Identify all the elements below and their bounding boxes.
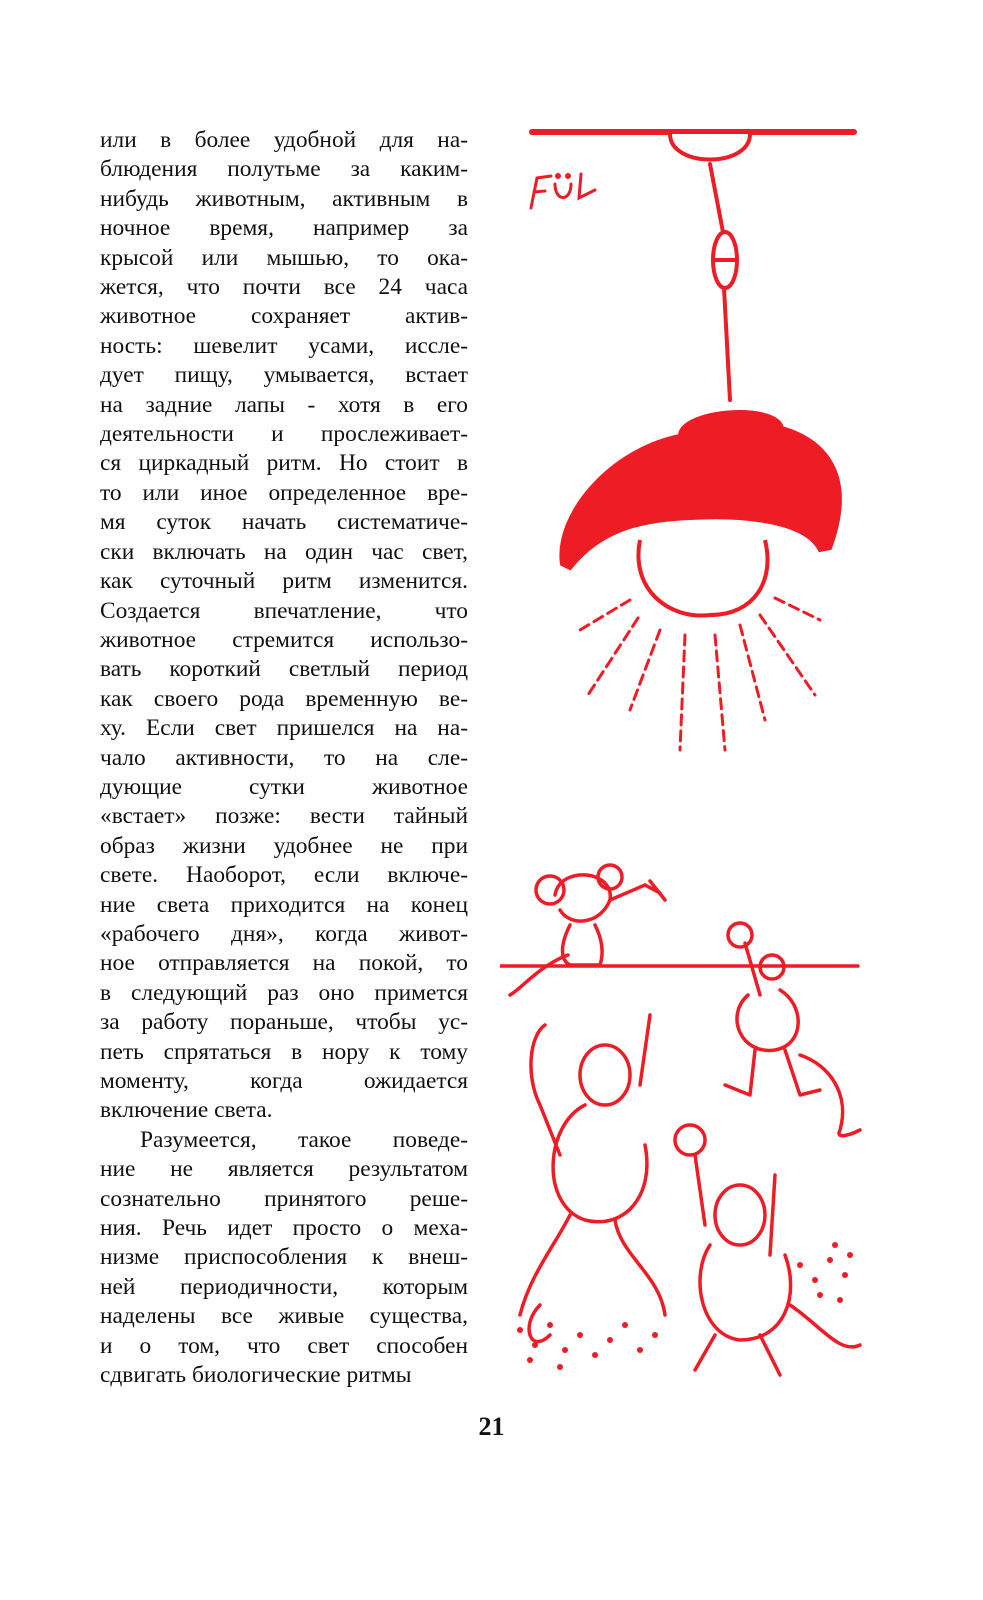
text-line: ночное время, например за bbox=[100, 215, 468, 242]
text-line: деятельности и прослеживает- bbox=[100, 421, 468, 448]
text-line: сдвигать биологические ритмы bbox=[100, 1362, 412, 1389]
text-line: на задние лапы - хотя в его bbox=[100, 391, 468, 418]
text-line: низме приспособления к внеш- bbox=[100, 1244, 468, 1271]
text-line: ние света приходится на конец bbox=[100, 891, 468, 918]
text-line: дующие сутки животное bbox=[100, 773, 468, 800]
text-line: ней периодичности, которым bbox=[100, 1273, 468, 1300]
body-text-column bbox=[100, 126, 468, 1390]
text-line: ски включать на один час свет, bbox=[100, 538, 468, 565]
paragraph-1 bbox=[100, 126, 468, 1126]
text-line: ние не является результатом bbox=[100, 1156, 468, 1183]
mice-illustration bbox=[500, 855, 870, 1395]
text-line: и о том, что свет способен bbox=[100, 1332, 468, 1359]
text-line: Создается впечатление, что bbox=[100, 597, 468, 624]
text-line: ное отправляется на покой, то bbox=[100, 950, 468, 977]
text-line: «встает» позже: вести тайный bbox=[100, 803, 468, 830]
text-line: чало активности, то на сле- bbox=[100, 744, 468, 771]
text-line: дует пищу, умывается, встает bbox=[100, 362, 468, 389]
text-line: свете. Наоборот, если включе- bbox=[100, 862, 468, 889]
text-line: то или иное определенное вре- bbox=[100, 479, 468, 506]
page-number: 21 bbox=[478, 1412, 505, 1441]
text-line: ния. Речь идет просто о меха- bbox=[100, 1215, 468, 1242]
text-line: ся циркадный ритм. Но стоит в bbox=[100, 450, 468, 477]
paragraph-2 bbox=[100, 1126, 468, 1391]
text-line: животное сохраняет актив- bbox=[100, 303, 468, 330]
text-line: крысой или мышью, то ока- bbox=[100, 244, 468, 271]
text-line: образ жизни удобнее не при bbox=[100, 832, 468, 859]
illustrator-signature bbox=[525, 168, 605, 218]
text-line: жется, что почти все 24 часа bbox=[100, 274, 468, 301]
text-line: петь спрятаться в нору к тому bbox=[100, 1038, 468, 1065]
text-line: вать короткий светлый период bbox=[100, 656, 468, 683]
text-line: «рабочего дня», когда живот- bbox=[100, 920, 468, 947]
text-line: Разумеется, такое поведе- bbox=[140, 1126, 468, 1153]
text-line: животное стремится использо- bbox=[100, 626, 468, 653]
text-line: в следующий раз оно примется bbox=[100, 979, 468, 1006]
text-line: наделены все живые существа, bbox=[100, 1303, 468, 1330]
text-line: сознательно принятого реше- bbox=[100, 1185, 468, 1212]
text-line: ху. Если свет пришелся на на- bbox=[100, 715, 468, 742]
text-line: блюдения полутьме за каким- bbox=[100, 156, 468, 183]
text-line: включение света. bbox=[100, 1097, 273, 1124]
text-line: или в более удобной для на- bbox=[100, 127, 468, 153]
text-line: моменту, когда ожидается bbox=[100, 1068, 468, 1094]
text-line: ность: шевелит усами, иссле- bbox=[100, 332, 468, 359]
text-line: мя суток начать систематиче- bbox=[100, 509, 468, 536]
text-line: за работу пораньше, чтобы ус- bbox=[100, 1009, 468, 1036]
text-line: как суточный ритм изменится. bbox=[100, 568, 468, 595]
text-line: как своего рода временную ве- bbox=[100, 685, 468, 712]
text-line: нибудь животным, активным в bbox=[100, 185, 468, 212]
